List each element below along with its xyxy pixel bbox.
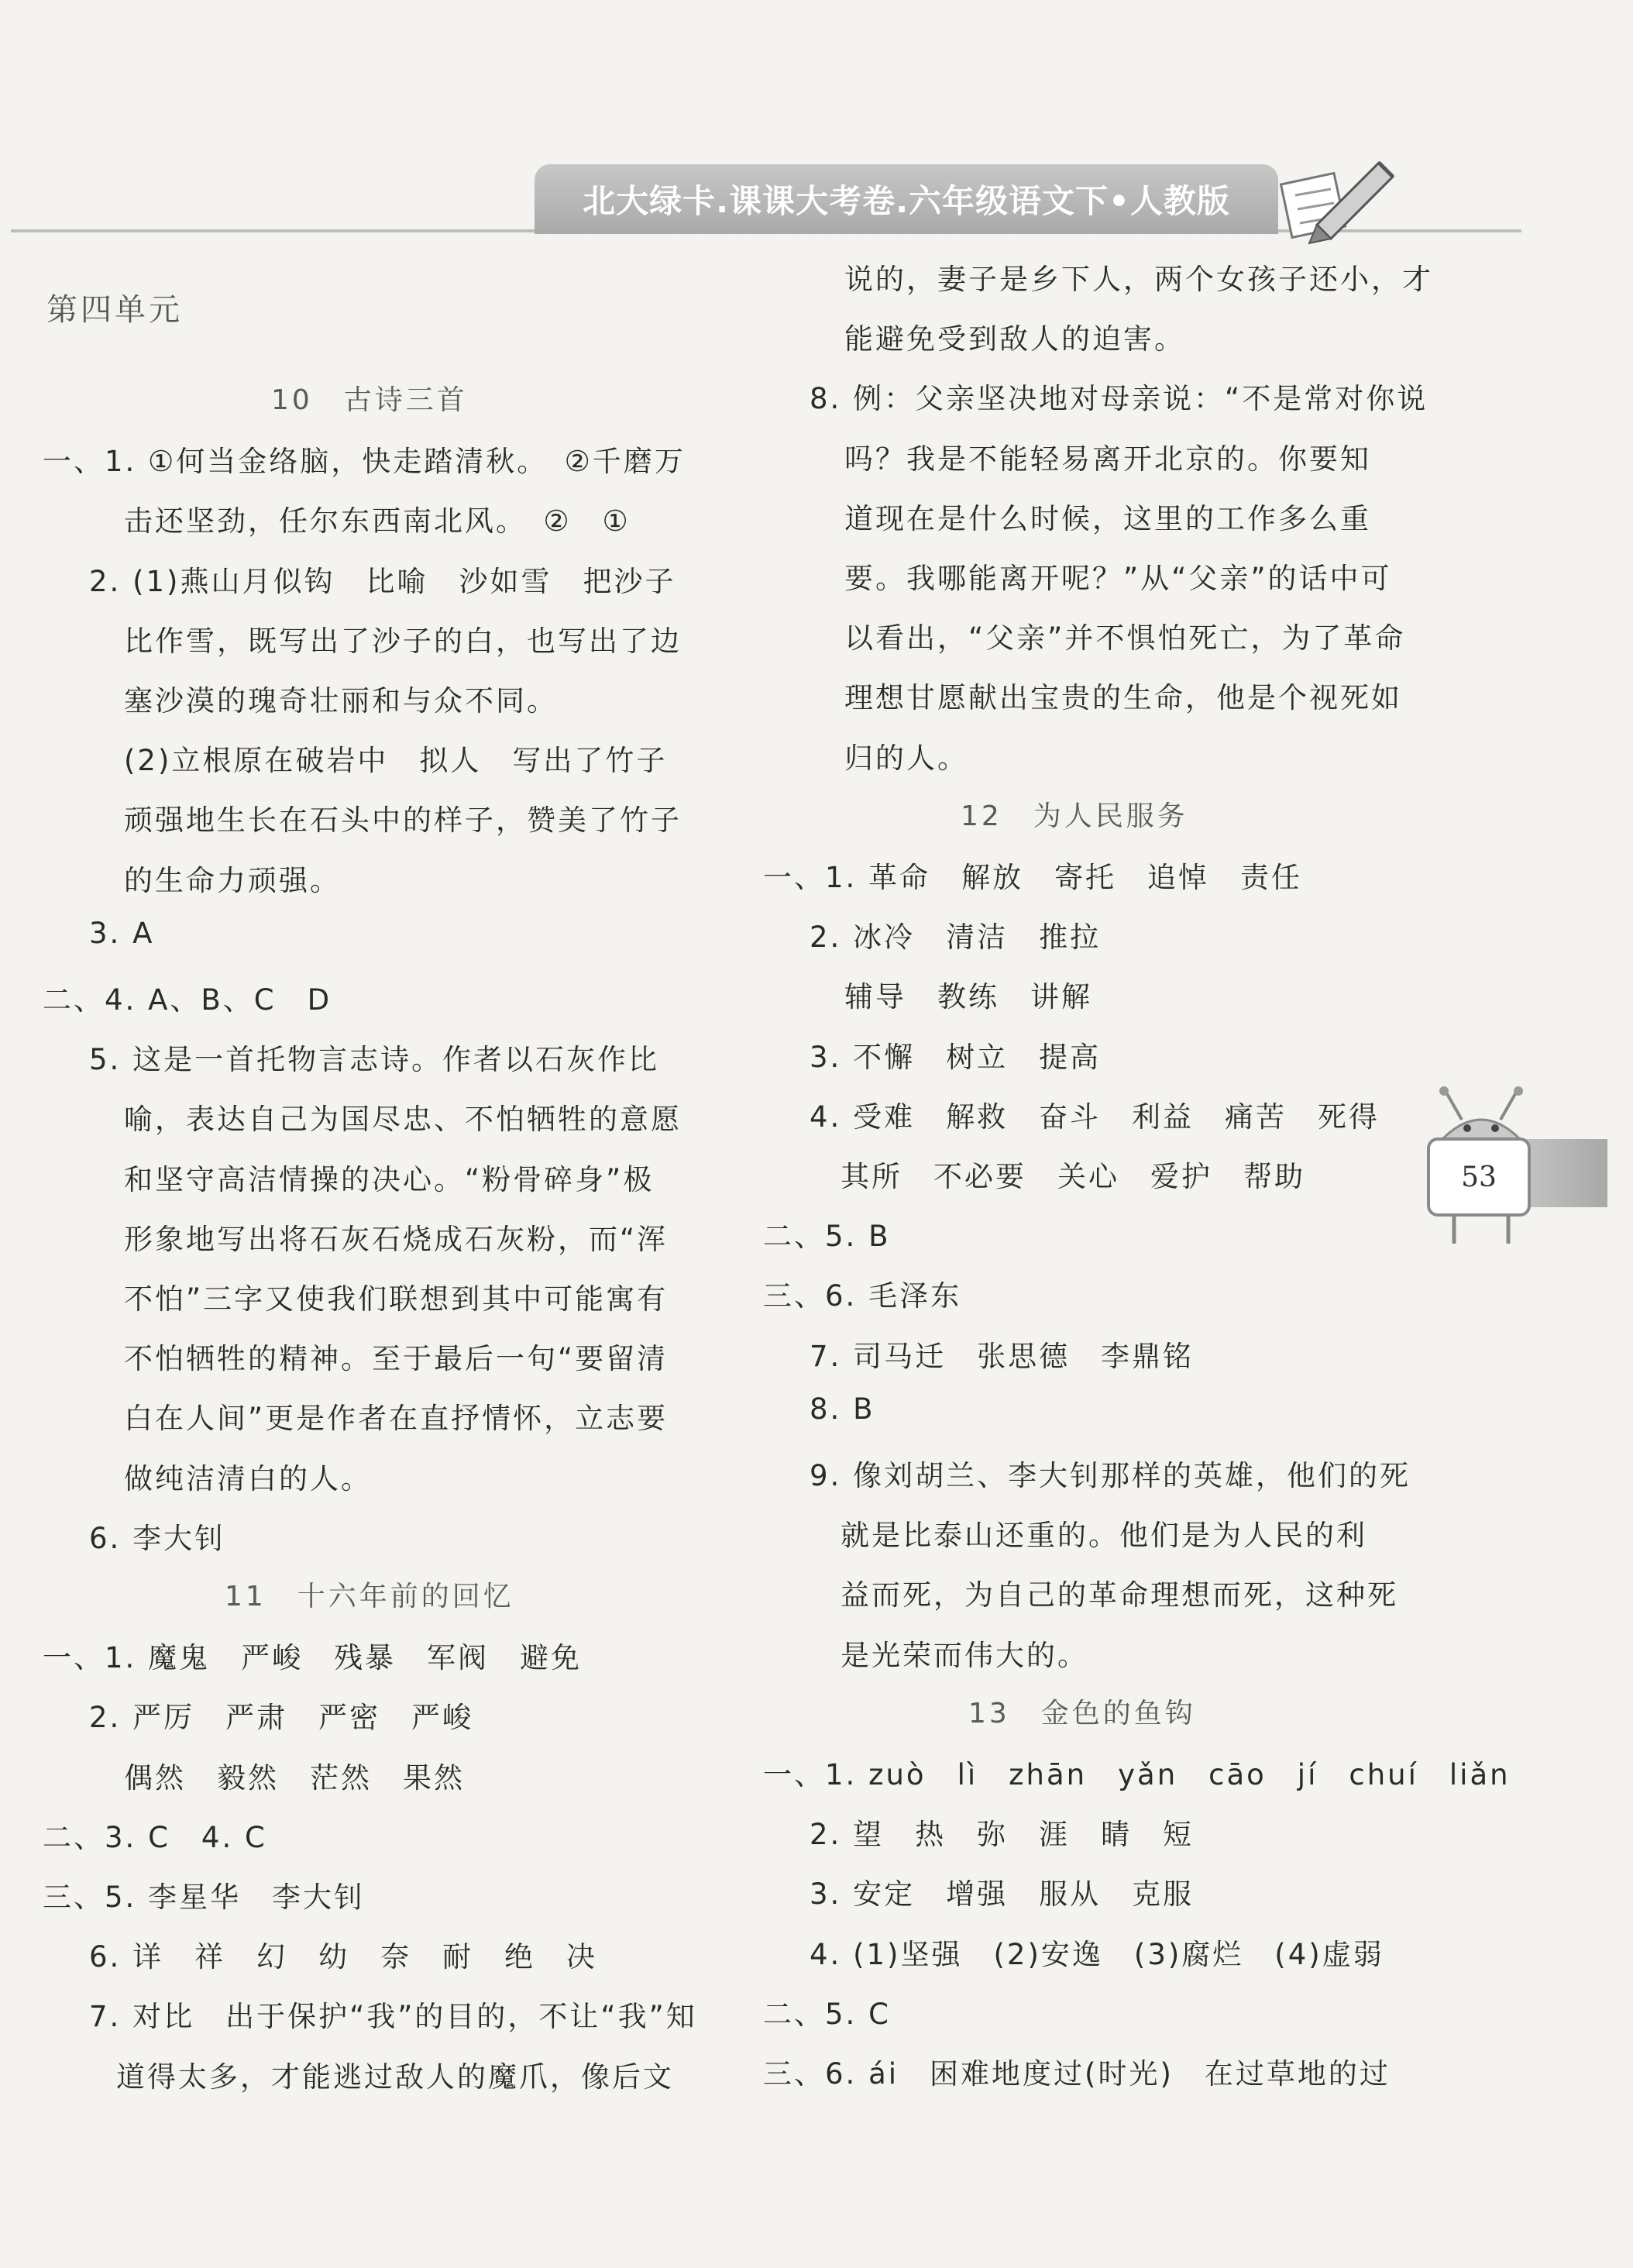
- answer-line: 二、3. C 4. C: [43, 1821, 267, 1854]
- answer-line: 5. 这是一首托物言志诗。作者以石灰作比: [89, 1043, 660, 1076]
- answer-line: 3. 安定 增强 服从 克服: [810, 1877, 1195, 1911]
- answer-line: 不怕”三字又使我们联想到其中可能寓有: [124, 1282, 669, 1316]
- answer-line: 的生命力顽强。: [124, 864, 341, 897]
- answer-line: 不怕牺牲的精神。至于最后一句“要留清: [124, 1342, 669, 1375]
- answer-line: 8. 例：父亲坚决地对母亲说：“不是常对你说: [810, 382, 1428, 415]
- answer-line: 偶然 毅然 茫然 果然: [124, 1761, 465, 1795]
- answer-line: 益而死，为自己的革命理想而死，这种死: [841, 1578, 1398, 1612]
- header-banner: [535, 164, 1278, 234]
- answer-line: 以看出，“父亲”并不惧怕死亡，为了革命: [844, 621, 1406, 655]
- answer-line: (2)立根原在破岩中 拟人 写出了竹子: [124, 744, 668, 777]
- answer-line: 和坚守高洁情操的决心。“粉骨碎身”极: [124, 1163, 655, 1196]
- answer-line: 辅导 教练 讲解: [844, 980, 1092, 1014]
- answer-line: 白在人间”更是作者在直抒情怀，立志要: [124, 1402, 669, 1435]
- answer-line: 6. 李大钊: [89, 1522, 226, 1555]
- answer-line: 2. 冰冷 清洁 推拉: [810, 921, 1102, 954]
- answer-line: 击还坚劲，任尔东西南北风。 ② ①: [124, 504, 631, 538]
- answer-line: 一、1. ①何当金络脑，快走踏清秋。 ②千磨万: [43, 445, 686, 478]
- answer-line: 一、1. zuò lì zhān yǎn cāo jí chuí liǎn: [763, 1758, 1511, 1791]
- answer-line: 形象地写出将石灰石烧成石灰粉，而“浑: [124, 1223, 669, 1256]
- section-heading: 10 古诗三首: [271, 384, 468, 416]
- answer-line: 三、5. 李星华 李大钊: [43, 1881, 366, 1914]
- answer-line: 一、1. 魔鬼 严峻 残暴 军阀 避免: [43, 1641, 583, 1674]
- section-heading: 13 金色的鱼钩: [968, 1698, 1196, 1729]
- banner-title: 北大绿卡.课课大考卷.六年级语文下•人教版: [583, 182, 1230, 220]
- section-heading: 12 为人民服务: [961, 800, 1188, 832]
- answer-line: 三、6. ái 困难地度过(时光) 在过草地的过: [763, 2057, 1391, 2091]
- answer-line: 2. 望 热 弥 涯 睛 短: [810, 1818, 1195, 1851]
- section-heading: 11 十六年前的回忆: [225, 1581, 514, 1612]
- answer-line: 道现在是什么时候，这里的工作多么重: [844, 502, 1371, 535]
- answer-line: 要。我哪能离开呢？”从“父亲”的话中可: [844, 562, 1392, 595]
- answer-line: 吗？我是不能轻易离开北京的。你要知: [844, 442, 1371, 476]
- answer-line: 2. (1)燕山月似钩 比喻 沙如雪 把沙子: [89, 565, 676, 598]
- answer-line: 顽强地生长在石头中的样子，赞美了竹子: [124, 804, 682, 837]
- answer-line: 三、6. 毛泽东: [763, 1279, 962, 1313]
- answer-line: 道得太多，才能逃过敌人的魔爪，像后文: [116, 2060, 674, 2094]
- answer-line: 理想甘愿献出宝贵的生命，他是个视死如: [844, 681, 1402, 714]
- answer-line: 是光荣而伟大的。: [841, 1639, 1088, 1672]
- answer-line: 做纯洁清白的人。: [124, 1462, 372, 1495]
- page-number: 53: [1427, 1137, 1531, 1217]
- answer-line: 二、5. C: [763, 1998, 891, 2031]
- answer-line: 3. A: [89, 917, 155, 950]
- answer-line: 二、5. B: [763, 1220, 891, 1253]
- answer-line: 6. 详 祥 幻 幼 奈 耐 绝 决: [89, 1940, 598, 1974]
- answer-line: 二、4. A、B、C D: [43, 983, 332, 1017]
- answer-line: 塞沙漠的瑰奇壮丽和与众不同。: [124, 684, 558, 718]
- answer-line: 就是比泰山还重的。他们是为人民的利: [841, 1519, 1367, 1552]
- answer-line: 喻，表达自己为国尽忠、不怕牺牲的意愿: [124, 1103, 682, 1136]
- unit-title: 第四单元: [46, 292, 183, 328]
- answer-line: 7. 司马迁 张思德 李鼎铭: [810, 1340, 1195, 1373]
- answer-line: 8. B: [810, 1392, 875, 1426]
- pencil-icon: [1270, 147, 1402, 248]
- answer-line: 7. 对比 出于保护“我”的目的，不让“我”知: [89, 2000, 697, 2033]
- answer-line: 一、1. 革命 解放 寄托 追悼 责任: [763, 861, 1303, 894]
- answer-line: 归的人。: [844, 742, 968, 775]
- answer-line: 能避免受到敌人的迫害。: [844, 322, 1185, 356]
- answer-line: 说的，妻子是乡下人，两个女孩子还小，才: [844, 263, 1433, 296]
- answer-line: 2. 严厉 严肃 严密 严峻: [89, 1701, 474, 1734]
- answer-line: 3. 不懈 树立 提高: [810, 1041, 1102, 1074]
- answer-line: 4. (1)坚强 (2)安逸 (3)腐烂 (4)虚弱: [810, 1938, 1384, 1971]
- answer-line: 4. 受难 解救 奋斗 利益 痛苦 死得: [810, 1100, 1380, 1134]
- answer-line: 其所 不必要 关心 爱护 帮助: [841, 1160, 1305, 1193]
- answer-line: 比作雪，既写出了沙子的白，也写出了边: [124, 625, 682, 658]
- answer-line: 9. 像刘胡兰、李大钊那样的英雄，他们的死: [810, 1459, 1411, 1492]
